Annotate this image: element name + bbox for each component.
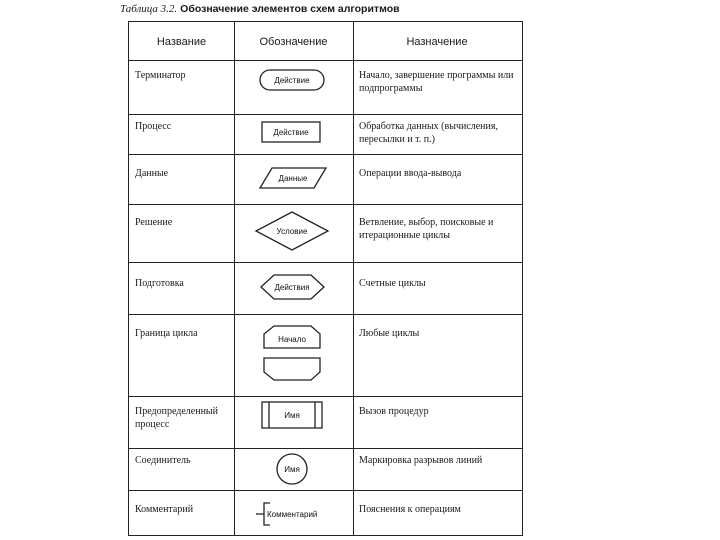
row-name-predefined-process: Предопределенный процесс	[135, 406, 219, 430]
row-name-terminator: Терминатор	[135, 70, 186, 81]
connector-icon	[234, 451, 352, 489]
row-divider	[129, 154, 522, 155]
row-divider	[129, 448, 522, 449]
row-divider	[129, 204, 522, 205]
process-icon	[234, 120, 352, 146]
row-name-preparation: Подготовка	[135, 278, 184, 289]
terminator-icon	[234, 68, 352, 94]
symbol-label-comment: Комментарий	[267, 510, 318, 519]
row-purpose-terminator: Начало, завершение программы или подпрограммы	[359, 70, 514, 94]
comment-icon	[234, 496, 352, 532]
row-name-data: Данные	[135, 168, 169, 179]
caption-text: Обозначение элементов схем алгоритмов	[180, 3, 400, 15]
header-symbol: Обозначение	[259, 36, 328, 48]
data-icon	[234, 166, 352, 192]
symbol-label-predefined-process: Имя	[284, 411, 300, 420]
row-purpose-decision: Ветвление, выбор, поисковые и итерационные циклы	[359, 217, 494, 241]
symbol-label-connector: Имя	[284, 465, 300, 474]
table-caption	[120, 3, 400, 15]
loop-limit-icon	[234, 322, 352, 388]
row-purpose-loop-limit: Любые циклы	[359, 328, 420, 339]
symbol-label-decision: Условие	[276, 227, 308, 236]
row-divider	[129, 396, 522, 397]
row-purpose-predefined-process: Вызов процедур	[359, 406, 429, 417]
row-purpose-preparation: Счетные циклы	[359, 278, 426, 289]
row-purpose-process: Обработка данных (вычисления, пересылки и т. п.)	[359, 121, 498, 145]
row-divider	[129, 314, 522, 315]
symbol-label-data: Данные	[278, 174, 308, 183]
row-purpose-data: Операции ввода-вывода	[359, 168, 462, 179]
decision-icon	[234, 210, 352, 254]
row-purpose-comment: Пояснения к операциям	[359, 504, 461, 515]
header-purpose: Назначение	[406, 36, 468, 48]
row-divider	[129, 60, 522, 61]
symbol-label-loop-limit: Начало	[278, 335, 306, 344]
preparation-icon	[234, 273, 352, 303]
algorithm-symbols-table	[128, 21, 523, 536]
predefined-process-icon	[234, 400, 352, 432]
row-name-process: Процесс	[135, 121, 172, 132]
column-divider	[353, 22, 354, 535]
row-name-connector: Соединитель	[135, 455, 191, 466]
row-name-loop-limit: Граница цикла	[135, 328, 198, 339]
header-name: Название	[156, 36, 207, 48]
symbol-label-process: Действие	[273, 128, 309, 137]
symbol-label-preparation: Действия	[274, 283, 310, 292]
row-divider	[129, 114, 522, 115]
row-name-decision: Решение	[135, 217, 173, 228]
row-name-comment: Комментарий	[135, 504, 194, 515]
symbol-label-terminator: Действие	[274, 76, 310, 85]
row-divider	[129, 490, 522, 491]
caption-label: Таблица 3.2.	[120, 3, 178, 15]
row-purpose-connector: Маркировка разрывов линий	[359, 455, 483, 466]
row-divider	[129, 262, 522, 263]
